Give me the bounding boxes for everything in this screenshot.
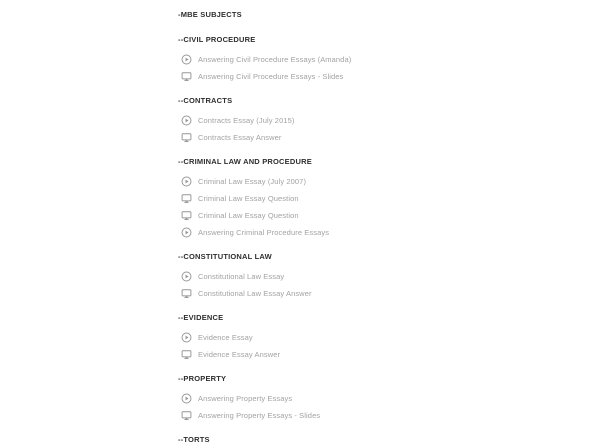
lecture-item-label: Answering Property Essays bbox=[198, 394, 293, 403]
monitor-icon bbox=[181, 349, 192, 360]
lecture-item-label: Criminal Law Essay Question bbox=[198, 194, 299, 203]
monitor-icon bbox=[181, 288, 192, 299]
monitor-icon bbox=[181, 210, 192, 221]
section-title: --EVIDENCE bbox=[178, 313, 224, 322]
lecture-item[interactable] bbox=[178, 129, 558, 146]
lecture-item[interactable] bbox=[178, 346, 558, 363]
section-title: -MBE SUBJECTS bbox=[178, 10, 242, 19]
lecture-item[interactable] bbox=[178, 190, 558, 207]
monitor-icon bbox=[181, 71, 192, 82]
lecture-item[interactable] bbox=[178, 268, 558, 285]
play-circle-icon bbox=[181, 271, 192, 282]
curriculum-section bbox=[178, 309, 558, 363]
play-circle-icon bbox=[181, 393, 192, 404]
play-circle-icon bbox=[181, 227, 192, 238]
lecture-item[interactable] bbox=[178, 173, 558, 190]
lecture-item-label: Criminal Law Essay (July 2007) bbox=[198, 177, 307, 186]
curriculum-section bbox=[178, 370, 558, 424]
section-title: --TORTS bbox=[178, 435, 210, 444]
lecture-item-label: Answering Property Essays - Slides bbox=[198, 411, 321, 420]
monitor-icon bbox=[181, 193, 192, 204]
lecture-item[interactable] bbox=[178, 285, 558, 302]
lecture-item-label: Contracts Essay Answer bbox=[198, 133, 282, 142]
curriculum-list bbox=[178, 6, 558, 444]
lecture-item-label: Evidence Essay bbox=[198, 333, 253, 342]
section-title: --PROPERTY bbox=[178, 374, 227, 383]
lecture-item-label: Evidence Essay Answer bbox=[198, 350, 281, 359]
section-title: --CIVIL PROCEDURE bbox=[178, 35, 256, 44]
lecture-item-label: Criminal Law Essay Question bbox=[198, 211, 299, 220]
section-title: --CONTRACTS bbox=[178, 96, 233, 105]
play-circle-icon bbox=[181, 115, 192, 126]
lecture-item-label: Contracts Essay (July 2015) bbox=[198, 116, 295, 125]
section-title: --CRIMINAL LAW AND PROCEDURE bbox=[178, 157, 312, 166]
lecture-item-label: Answering Civil Procedure Essays (Amanda) bbox=[198, 55, 352, 64]
lecture-item[interactable] bbox=[178, 390, 558, 407]
curriculum-section bbox=[178, 248, 558, 302]
lecture-item[interactable] bbox=[178, 207, 558, 224]
lecture-item-label: Answering Criminal Procedure Essays bbox=[198, 228, 330, 237]
lecture-item[interactable] bbox=[178, 112, 558, 129]
lecture-item[interactable] bbox=[178, 329, 558, 346]
lecture-item-label: Constitutional Law Essay bbox=[198, 272, 285, 281]
lecture-item-label: Answering Civil Procedure Essays - Slides bbox=[198, 72, 344, 81]
section-title: --CONSTITUTIONAL LAW bbox=[178, 252, 272, 261]
curriculum-section bbox=[178, 431, 558, 444]
play-circle-icon bbox=[181, 176, 192, 187]
curriculum-section bbox=[178, 6, 558, 24]
curriculum-section bbox=[178, 31, 558, 85]
lecture-item[interactable] bbox=[178, 224, 558, 241]
lecture-item[interactable] bbox=[178, 407, 558, 424]
play-circle-icon bbox=[181, 332, 192, 343]
monitor-icon bbox=[181, 132, 192, 143]
curriculum-section bbox=[178, 153, 558, 241]
monitor-icon bbox=[181, 410, 192, 421]
lecture-item[interactable] bbox=[178, 51, 558, 68]
lecture-item-label: Constitutional Law Essay Answer bbox=[198, 289, 312, 298]
play-circle-icon bbox=[181, 54, 192, 65]
lecture-item[interactable] bbox=[178, 68, 558, 85]
curriculum-section bbox=[178, 92, 558, 146]
